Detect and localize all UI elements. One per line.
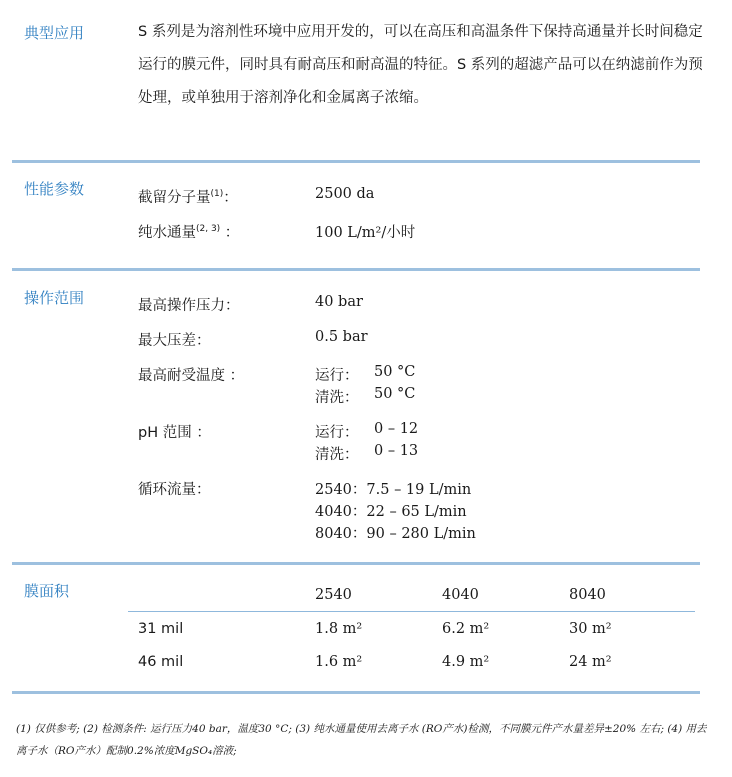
mwco-colon: ： [223, 190, 238, 206]
flux-colon: ： [220, 225, 240, 241]
mwco-footnote-ref: (1) [210, 189, 224, 200]
flow-row: 8040：90 – 280 L/min [315, 526, 476, 542]
mwco-label [138, 186, 238, 207]
ph-clean-value: 0 – 13 [374, 443, 419, 459]
ph-run-value: 0 – 12 [374, 421, 419, 437]
table-header-divider [128, 611, 695, 612]
flux-label-text: 纯水通量 [138, 225, 196, 241]
max-dp-label: 最大压差： [138, 333, 211, 349]
flow-row: 2540：7.5 – 19 L/min [315, 482, 472, 498]
ph-run-tag: 运行： [315, 425, 359, 441]
section-divider [12, 562, 700, 565]
section-divider [12, 691, 700, 694]
max-temp-label: 最高耐受温度 ： [138, 368, 245, 384]
temp-run-value: 50 °C [374, 364, 416, 380]
section-divider [12, 160, 700, 163]
max-dp-value: 0.5 bar [315, 329, 368, 345]
section-title-performance: 性能参数 [24, 180, 85, 198]
ph-label: pH 范围 ： [138, 425, 211, 441]
area-row-label: 46 mil [138, 654, 184, 670]
flow-label: 循环流量： [138, 482, 211, 498]
section-title-operating-range: 操作范围 [24, 289, 85, 307]
area-cell: 6.2 m² [442, 621, 490, 637]
area-header-8040: 8040 [569, 587, 606, 603]
area-header-4040: 4040 [442, 587, 479, 603]
max-pressure-value: 40 bar [315, 294, 363, 310]
flux-label [138, 221, 239, 242]
area-cell: 30 m² [569, 621, 612, 637]
intro-paragraph: S 系列是为溶剂性环境中应用开发的，可以在高压和高温条件下保持高通量并长时间稳定运行的膜元件，同时具有耐高压和耐高温的特征。S 系列的超滤产品可以在纳滤前作为预处理，或单独用于溶剂净化和金属离子浓缩。 [138, 24, 703, 106]
max-pressure-label: 最高操作压力： [138, 298, 240, 314]
section-divider [12, 268, 700, 271]
area-cell: 1.6 m² [315, 654, 363, 670]
flow-row: 4040：22 – 65 L/min [315, 504, 467, 520]
area-cell: 1.8 m² [315, 621, 363, 637]
temp-run-tag: 运行： [315, 368, 359, 384]
temp-clean-tag: 清洗： [315, 390, 359, 406]
ph-clean-tag: 清洗： [315, 447, 359, 463]
area-cell: 24 m² [569, 654, 612, 670]
mwco-value: 2500 da [315, 186, 375, 202]
mwco-label-text: 截留分子量 [138, 190, 211, 206]
footnote: (1) 仅供参考; (2) 检测条件: 运行压力40 bar，温度30 °C; (3) 纯水通量使用去离子水 (RO产水)检测，不同膜元件产水量差异±20% 左右; (4) 用去离子水（RO产水）配制0.2%浓度MgSO₄溶液; [16, 723, 707, 757]
flux-footnote-ref: (2, 3) [196, 224, 221, 235]
section-title-membrane-area: 膜面积 [24, 582, 70, 600]
area-row-label: 31 mil [138, 621, 184, 637]
section-title-typical-application: 典型应用 [24, 24, 85, 42]
area-cell: 4.9 m² [442, 654, 490, 670]
temp-clean-value: 50 °C [374, 386, 416, 402]
area-header-2540: 2540 [315, 587, 352, 603]
flux-value: 100 L/m²/小时 [315, 225, 416, 241]
